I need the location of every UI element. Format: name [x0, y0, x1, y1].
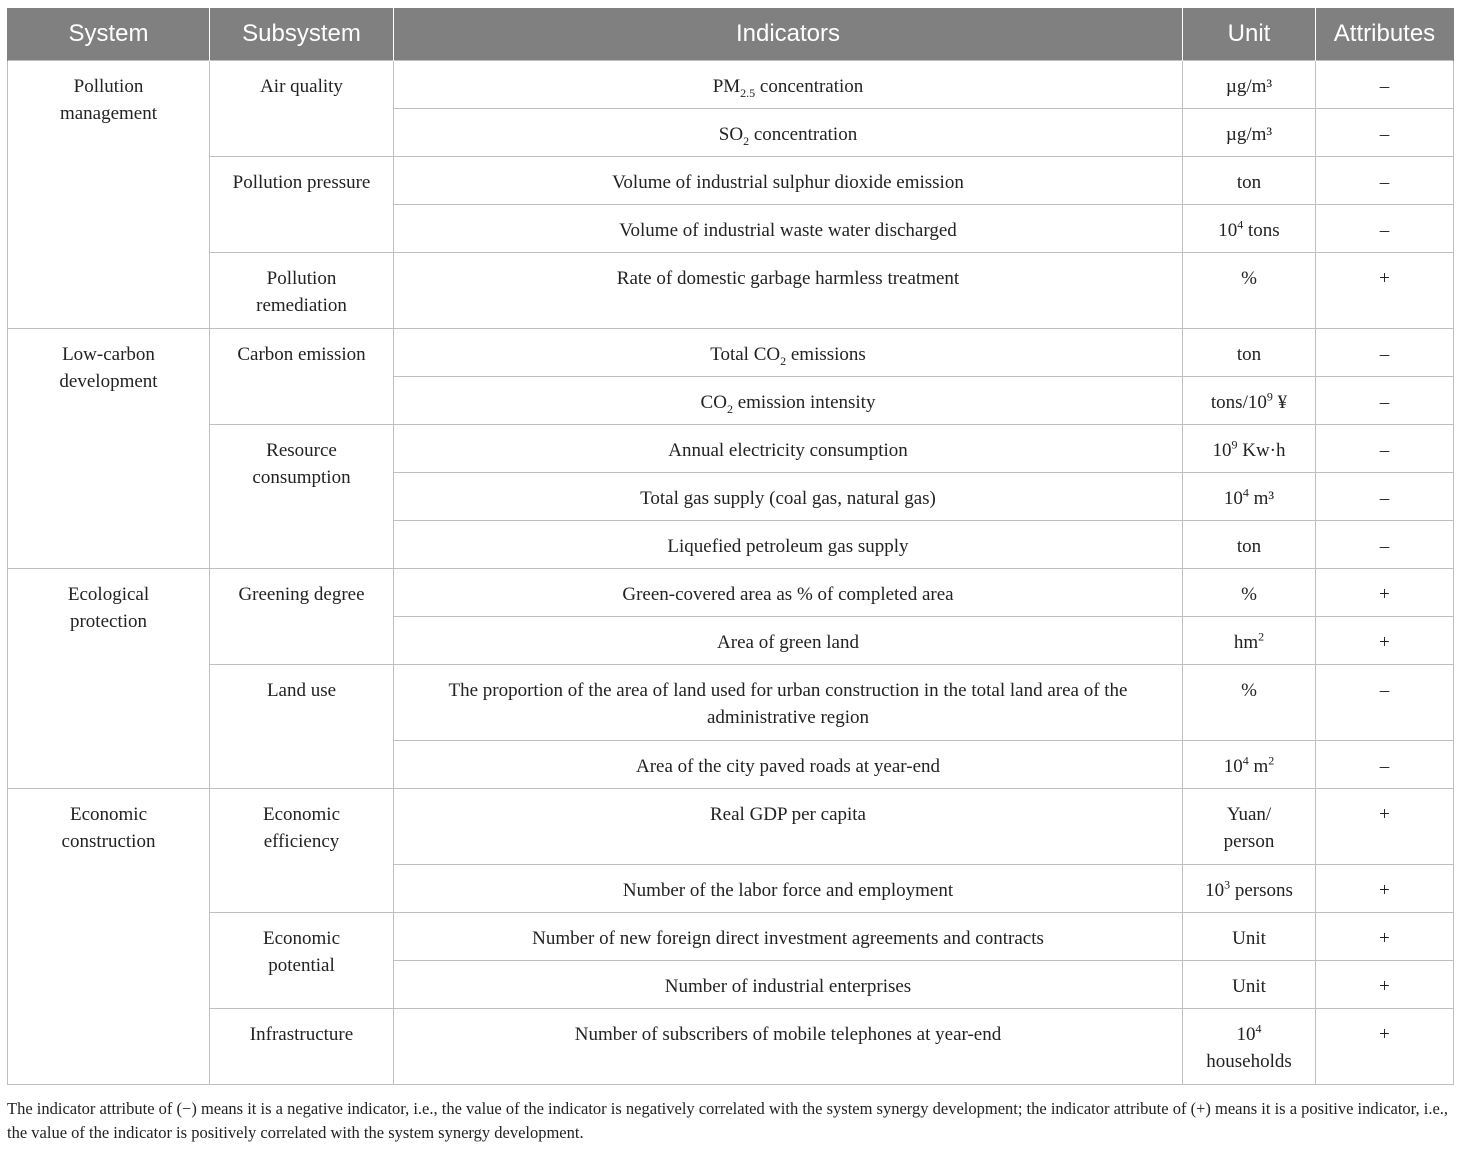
attribute-cell: +	[1316, 961, 1454, 1009]
indicator-cell: Annual electricity consumption	[394, 425, 1183, 473]
indicator-table-container	[7, 8, 1453, 1085]
attribute-cell: +	[1316, 253, 1454, 329]
indicator-cell: Number of new foreign direct investment agreements and contracts	[394, 913, 1183, 961]
table-row	[8, 665, 1454, 741]
unit-cell: Unit	[1183, 961, 1316, 1009]
attribute-cell: –	[1316, 61, 1454, 109]
unit-cell: ton	[1183, 329, 1316, 377]
header-unit: Unit	[1183, 8, 1316, 61]
unit-cell	[1183, 741, 1316, 789]
attribute-cell: +	[1316, 789, 1454, 865]
subsystem-cell: Economic potential	[210, 913, 394, 1009]
unit-cell: ton	[1183, 521, 1316, 569]
unit-cell	[1183, 425, 1316, 473]
subsystem-cell: Carbon emission	[210, 329, 394, 425]
indicator-cell: Volume of industrial waste water discharged	[394, 205, 1183, 253]
indicator-text: Total $CO_2$ emissions	[710, 344, 866, 368]
indicator-cell: Green-covered area as % of completed area	[394, 569, 1183, 617]
attribute-cell: –	[1316, 377, 1454, 425]
subsystem-cell: Land use	[210, 665, 394, 789]
unit-cell: Unit	[1183, 913, 1316, 961]
unit-cell	[1183, 473, 1316, 521]
unit-text: $10^9$ Kw·h	[1212, 437, 1286, 461]
attribute-cell: –	[1316, 425, 1454, 473]
subsystem-cell: Pollution remediation	[210, 253, 394, 329]
system-cell: Low-carbon development	[8, 329, 210, 569]
unit-text: $10^3$ persons	[1205, 877, 1293, 901]
unit-text: $hm^2$	[1233, 629, 1265, 653]
attribute-cell: +	[1316, 865, 1454, 913]
system-cell: Economic construction	[8, 789, 210, 1085]
table-row	[8, 329, 1454, 377]
attribute-cell: –	[1316, 109, 1454, 157]
header-indicators: Indicators	[394, 8, 1183, 61]
indicator-cell: Volume of industrial sulphur dioxide emission	[394, 157, 1183, 205]
attribute-cell: –	[1316, 473, 1454, 521]
unit-cell	[1183, 1009, 1316, 1085]
header-system: System	[8, 8, 210, 61]
subsystem-cell: Economic efficiency	[210, 789, 394, 913]
indicator-cell: Liquefied petroleum gas supply	[394, 521, 1183, 569]
attribute-cell: –	[1316, 521, 1454, 569]
indicator-cell	[394, 61, 1183, 109]
table-row	[8, 789, 1454, 865]
unit-cell	[1183, 377, 1316, 425]
attribute-cell: +	[1316, 569, 1454, 617]
attribute-cell: –	[1316, 665, 1454, 741]
table-row	[8, 569, 1454, 617]
indicator-table	[7, 8, 1454, 1085]
indicator-text: $SO_2$ concentration	[718, 124, 858, 148]
unit-text: tons/$10^9$ ¥	[1210, 389, 1288, 413]
unit-text: $10^4$ $m^2$	[1223, 753, 1275, 777]
unit-cell	[1183, 617, 1316, 665]
unit-cell: µg/m³	[1183, 61, 1316, 109]
unit-text: $10^4$ tons	[1218, 217, 1280, 241]
indicator-cell: Number of industrial enterprises	[394, 961, 1183, 1009]
table-row	[8, 253, 1454, 329]
indicator-text: $CO_2$ emission intensity	[700, 392, 876, 416]
indicator-cell: Number of subscribers of mobile telephones at year-end	[394, 1009, 1183, 1085]
unit-cell	[1183, 205, 1316, 253]
table-row	[8, 913, 1454, 961]
unit-text: $10^4$ m³	[1223, 485, 1275, 509]
indicator-cell: Real GDP per capita	[394, 789, 1183, 865]
header-subsystem: Subsystem	[210, 8, 394, 61]
subsystem-cell: Resource consumption	[210, 425, 394, 569]
indicator-cell: Number of the labor force and employment	[394, 865, 1183, 913]
unit-cell: Yuan/ person	[1183, 789, 1316, 865]
indicator-cell	[394, 109, 1183, 157]
header-row	[8, 8, 1454, 61]
indicator-cell	[394, 377, 1183, 425]
attribute-cell: +	[1316, 1009, 1454, 1085]
table-row	[8, 425, 1454, 473]
indicator-cell: Area of the city paved roads at year-end	[394, 741, 1183, 789]
subsystem-cell: Infrastructure	[210, 1009, 394, 1085]
indicator-cell: Rate of domestic garbage harmless treatment	[394, 253, 1183, 329]
attribute-cell: +	[1316, 617, 1454, 665]
indicator-cell: Area of green land	[394, 617, 1183, 665]
indicator-cell: The proportion of the area of land used for urban construction in the total land area of the administrative region	[394, 665, 1183, 741]
unit-text: $10^4$ households	[1206, 1021, 1292, 1072]
unit-cell: ton	[1183, 157, 1316, 205]
attribute-cell: –	[1316, 205, 1454, 253]
attribute-cell: –	[1316, 329, 1454, 377]
table-row	[8, 1009, 1454, 1085]
subsystem-cell: Pollution pressure	[210, 157, 394, 253]
table-row	[8, 61, 1454, 109]
table-footnote: The indicator attribute of (−) means it is a negative indicator, i.e., the value of the indicator is negatively correlated with the system synergy development; the indicator attribute of (+) means it is a positive indicator, i.e., the value of the indicator is positively correlated with the system synergy development.	[7, 1099, 1449, 1142]
subsystem-cell: Greening degree	[210, 569, 394, 665]
indicator-text: $PM_{2.5}$ concentration	[712, 76, 864, 100]
attribute-cell: –	[1316, 157, 1454, 205]
attribute-cell: +	[1316, 913, 1454, 961]
unit-cell: µg/m³	[1183, 109, 1316, 157]
unit-cell: %	[1183, 253, 1316, 329]
system-cell: Ecological protection	[8, 569, 210, 789]
system-cell: Pollution management	[8, 61, 210, 329]
subsystem-cell: Air quality	[210, 61, 394, 157]
table-row	[8, 157, 1454, 205]
unit-cell	[1183, 865, 1316, 913]
indicator-cell	[394, 329, 1183, 377]
unit-cell: %	[1183, 569, 1316, 617]
header-attributes: Attributes	[1316, 8, 1454, 61]
unit-cell: %	[1183, 665, 1316, 741]
indicator-cell: Total gas supply (coal gas, natural gas)	[394, 473, 1183, 521]
attribute-cell: –	[1316, 741, 1454, 789]
